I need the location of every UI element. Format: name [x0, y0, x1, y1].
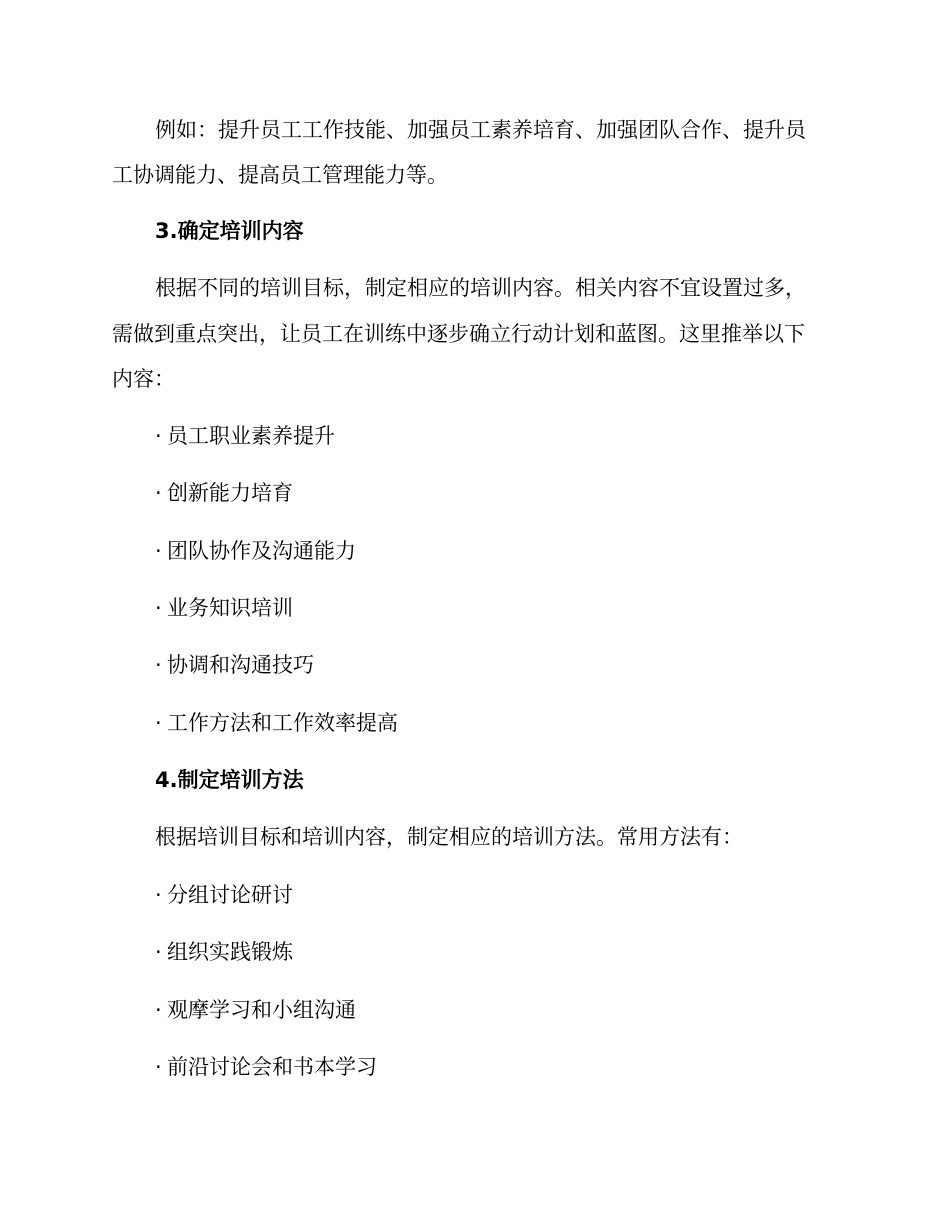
section-3-paragraph-line-2: 需做到重点突出，让员工在训练中逐步确立行动计划和蓝图。这里推举以下 — [112, 322, 805, 346]
list-item: · 工作方法和工作效率提高 — [155, 708, 398, 738]
list-item: · 分组讨论研讨 — [155, 880, 293, 910]
bullet-icon: · — [155, 653, 162, 677]
section-3-heading: 3.确定培训内容 — [155, 219, 304, 243]
bullet-icon: · — [155, 883, 162, 907]
bullet-icon: · — [155, 711, 162, 735]
list-item: · 观摩学习和小组沟通 — [155, 995, 356, 1025]
list-item: · 创新能力培育 — [155, 478, 293, 508]
bullet-icon: · — [155, 998, 162, 1022]
section-3-paragraph-line-3: 内容： — [112, 367, 175, 391]
list-item: · 员工职业素养提升 — [155, 421, 335, 451]
bullet-icon: · — [155, 596, 162, 620]
section-4-paragraph: 根据培训目标和培训内容，制定相应的培训方法。常用方法有： — [155, 825, 743, 849]
list-item: · 协调和沟通技巧 — [155, 650, 314, 680]
intro-line-2: 工协调能力、提高员工管理能力等。 — [112, 163, 448, 187]
bullet-icon: · — [155, 539, 162, 563]
section-3-paragraph-line-1: 根据不同的培训目标，制定相应的培训内容。相关内容不宜设置过多， — [155, 276, 806, 300]
bullet-icon: · — [155, 424, 162, 448]
section-4-heading: 4.制定培训方法 — [155, 768, 304, 792]
list-item: · 组织实践锻炼 — [155, 937, 293, 967]
bullet-icon: · — [155, 1055, 162, 1079]
bullet-icon: · — [155, 481, 162, 505]
bullet-icon: · — [155, 940, 162, 964]
list-item: · 业务知识培训 — [155, 593, 293, 623]
list-item: · 前沿讨论会和书本学习 — [155, 1052, 377, 1082]
intro-line-1: 例如：提升员工工作技能、加强员工素养培育、加强团队合作、提升员 — [155, 118, 806, 142]
list-item: · 团队协作及沟通能力 — [155, 536, 356, 566]
